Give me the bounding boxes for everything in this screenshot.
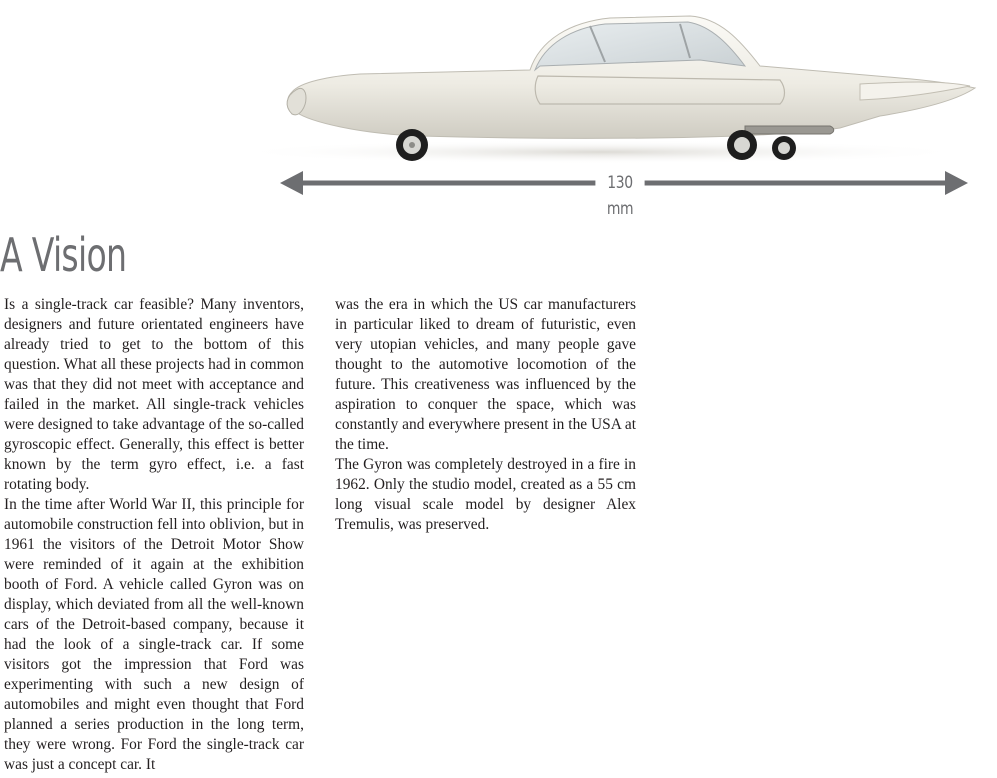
car-model xyxy=(230,16,975,164)
dimension-label: 130 mm xyxy=(595,170,644,196)
car-model-figure xyxy=(0,0,997,205)
paragraph: The Gyron was completely destroyed in a fire in 1962. Only the studio model, created as a 55 cm long visual scale model by designer Alex Tremulis, was preserved. xyxy=(335,456,636,533)
paragraph: Is a single-track car feasible? Many inventors, designers and future orientated engineers have already tried to get to the bottom of this question. What all these projects had in common was that they did not meet with acceptance and failed in the market. All single-track vehicles were designed to take advantage of the so-called gyroscopic effect. Generally, this effect is better known by the term gyro effect, i.e. a fast rotating body. xyxy=(4,296,304,493)
arrow-right-head xyxy=(945,171,968,195)
section-heading: A Vision xyxy=(0,228,127,282)
arrow-left-head xyxy=(280,171,303,195)
side-chrome xyxy=(745,126,834,134)
paragraph: was the era in which the US car manufacturers in particular liked to dream of futuristic, even very utopian vehicles, and many people gave thought to the automotive locomotion of the future. This creativeness was influenced by the aspiration to conquer the space, which was constantly and everywhere present in the USA at the time. xyxy=(335,296,636,453)
text-column-left xyxy=(4,295,304,775)
paragraph: In the time after World War II, this principle for automobile construction fell into oblivion, but in 1961 the visitors of the Detroit Motor Show were reminded of it again at the exhibition booth of Ford. A vehicle called Gyron was on display, which deviated from all the well-known cars of the Detroit-based company, because it had the look of a single-track car. If some visitors got the impression that Ford was experimenting with such a new design of automobiles and might even thought that Ford planned a series production in the long term, they were wrong. For Ford the single-track car was just a concept car. It xyxy=(4,496,304,773)
ground-shadow xyxy=(230,140,970,164)
outrigger-wheel xyxy=(772,136,796,160)
text-column-right xyxy=(335,295,636,535)
rear-wheel xyxy=(727,130,757,160)
front-wheel xyxy=(396,129,428,161)
